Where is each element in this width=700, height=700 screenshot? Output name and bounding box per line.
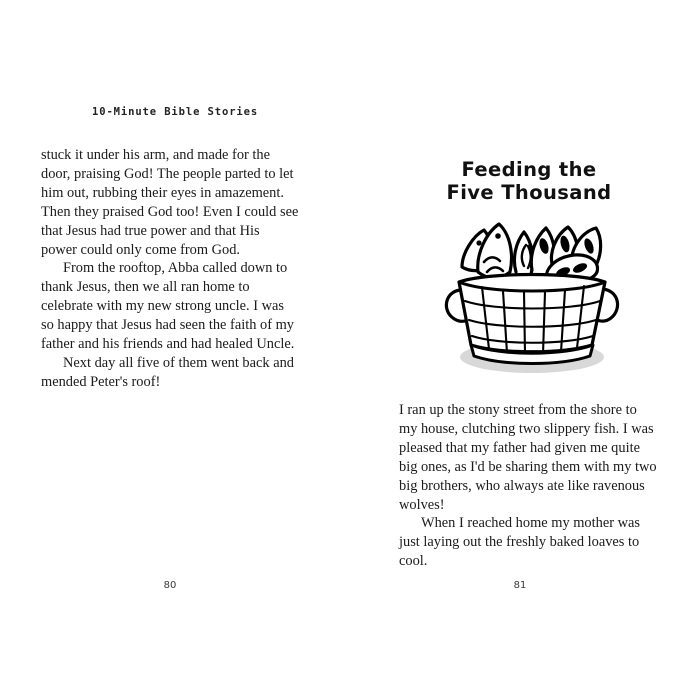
chapter-title-line-2: Five Thousand [446, 181, 612, 204]
paragraph: Next day all five of them went back and mended Peter's roof! [41, 354, 294, 390]
page-number-left: 80 [163, 580, 177, 591]
fish-front-eye [495, 233, 501, 239]
running-head: 10-Minute Bible Stories [92, 106, 259, 118]
paragraph: When I reached home my mother was just laying out the freshly baked loaves to cool. [399, 515, 640, 570]
paragraph: From the rooftop, Abba called down to thank Jesus, then we all ran home to celebrate with my new strong uncle. I was so happy that Jesus had seen the faith of my father and his friends and had healed Uncle. [41, 260, 295, 353]
right-page-text-column [399, 401, 657, 571]
left-page-text-column [41, 146, 299, 392]
paragraph: stuck it under his arm, and made for the door, praising God! The people parted to let him out, rubbing their eyes in amazement. Then they praised God too! Even I could see that Jesus had true power and that His power could only come from God. [41, 147, 299, 258]
paragraph: I ran up the stony street from the shore to my house, clutching two slippery fish. I was pleased that my father had given me quite big ones, as I'd be sharing them with my two big brothers, who always ate like ravenous wolves! [399, 402, 657, 513]
chapter-title [400, 158, 658, 204]
weave-stave-3 [524, 292, 525, 354]
chapter-title-line-1: Feeding the [461, 158, 597, 181]
basket-of-loaves-and-fishes-illustration [432, 206, 632, 382]
fish-back-eye [476, 240, 481, 245]
basket-illustration-svg [432, 206, 632, 382]
page-number-right: 81 [513, 580, 527, 591]
